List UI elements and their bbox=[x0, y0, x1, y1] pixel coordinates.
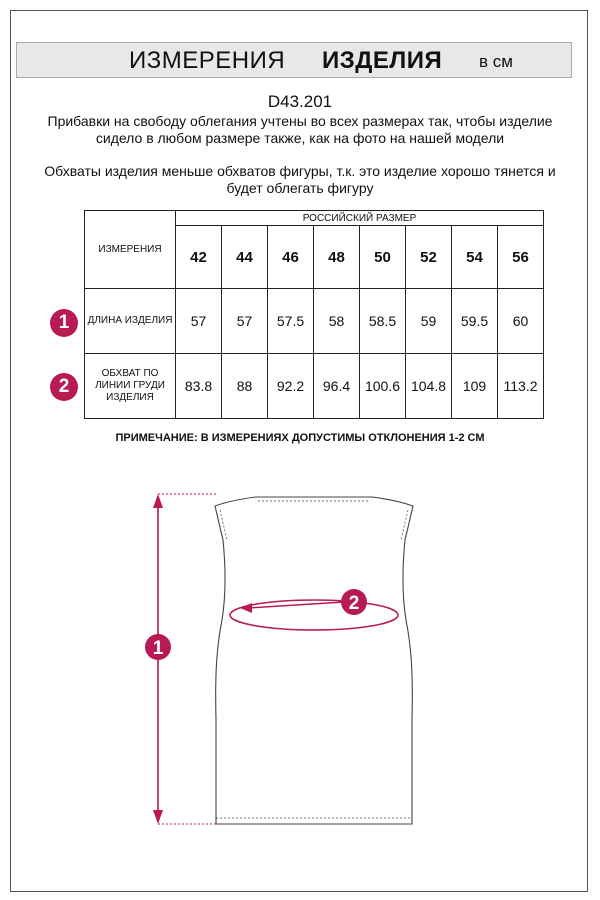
length-marker-label: 1 bbox=[152, 638, 164, 659]
length-marker bbox=[145, 634, 171, 660]
value-cell: 58 bbox=[314, 289, 360, 354]
title-bar bbox=[16, 42, 572, 78]
row-marker-2: 2 bbox=[50, 373, 78, 401]
value-cell: 58.5 bbox=[360, 289, 406, 354]
value-cell: 100.6 bbox=[360, 354, 406, 419]
title-unit: в см bbox=[479, 52, 513, 71]
size-cell: 48 bbox=[314, 226, 360, 289]
size-cell: 56 bbox=[498, 226, 544, 289]
value-cell: 113.2 bbox=[498, 354, 544, 419]
value-cell: 109 bbox=[452, 354, 498, 419]
value-cell: 88 bbox=[222, 354, 268, 419]
row-marker-1: 1 bbox=[50, 309, 78, 337]
value-cell: 57.5 bbox=[268, 289, 314, 354]
value-cell: 104.8 bbox=[406, 354, 452, 419]
value-cell: 60 bbox=[498, 289, 544, 354]
chest-marker bbox=[341, 589, 367, 615]
row-label-chest: ОБХВАТ ПО ЛИНИИ ГРУДИ ИЗДЕЛИЯ bbox=[85, 354, 176, 419]
title-measurements: ИЗМЕРЕНИЯ bbox=[129, 47, 286, 74]
size-table bbox=[84, 210, 544, 419]
value-cell: 96.4 bbox=[314, 354, 360, 419]
size-header: РОССИЙСКИЙ РАЗМЕР bbox=[176, 211, 544, 226]
table-row bbox=[85, 354, 544, 419]
row-label-length: ДЛИНА ИЗДЕЛИЯ bbox=[85, 289, 176, 354]
size-cell: 50 bbox=[360, 226, 406, 289]
value-cell: 57 bbox=[176, 289, 222, 354]
footnote: ПРИМЕЧАНИЕ: В ИЗМЕРЕНИЯХ ДОПУСТИМЫ ОТКЛОНЕНИЯ 1-2 СМ bbox=[115, 432, 485, 444]
size-cell: 54 bbox=[452, 226, 498, 289]
chest-arrow bbox=[230, 600, 398, 630]
value-cell: 92.2 bbox=[268, 354, 314, 419]
article-code: D43.201 bbox=[267, 92, 333, 111]
measure-header: ИЗМЕРЕНИЯ bbox=[85, 211, 176, 289]
size-cell: 52 bbox=[406, 226, 452, 289]
value-cell: 59.5 bbox=[452, 289, 498, 354]
size-cell: 46 bbox=[268, 226, 314, 289]
garment-outline bbox=[215, 497, 413, 824]
note-stretch: Обхваты изделия меньше обхватов фигуры, т.к. это изделие хорошо тянется и будет облегать фигуру bbox=[44, 163, 556, 196]
garment-diagram bbox=[0, 480, 600, 880]
value-cell: 57 bbox=[222, 289, 268, 354]
size-cell: 42 bbox=[176, 226, 222, 289]
table-row bbox=[85, 289, 544, 354]
chest-marker-label: 2 bbox=[348, 593, 360, 614]
note-fit: Прибавки на свободу облегания учтены во всех размерах так, чтобы изделие сидело в любом размере также, как на фото на нашей модели bbox=[47, 113, 553, 146]
title-product: ИЗДЕЛИЯ bbox=[322, 47, 443, 74]
value-cell: 59 bbox=[406, 289, 452, 354]
size-cell: 44 bbox=[222, 226, 268, 289]
value-cell: 83.8 bbox=[176, 354, 222, 419]
